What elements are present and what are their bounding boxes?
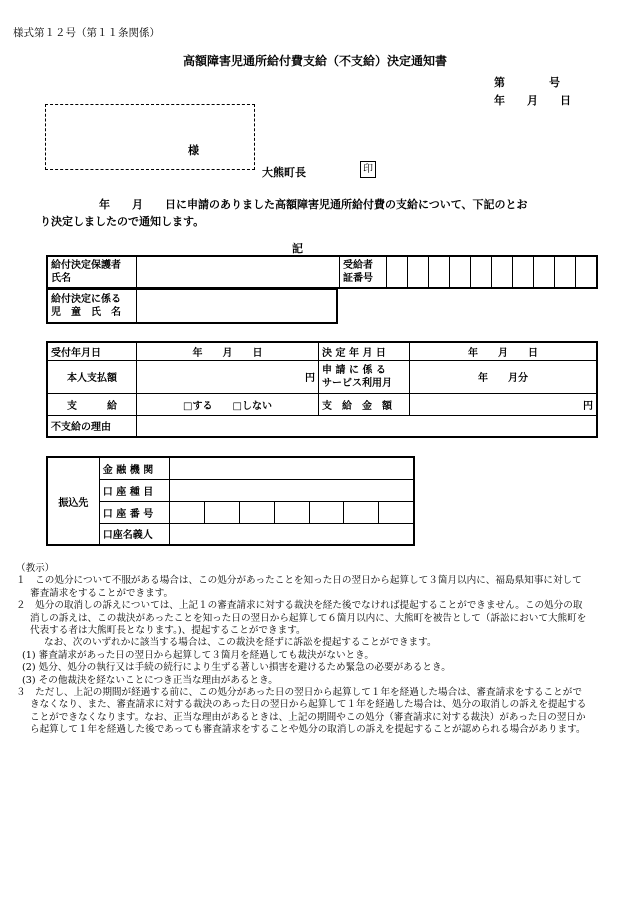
account-holder-field[interactable] xyxy=(170,523,414,545)
decision-table xyxy=(46,341,598,438)
page-title: 高額障害児通所給付費支給（不支給）決定通知書 xyxy=(182,54,447,68)
bank-table xyxy=(46,456,415,546)
payment-amount-value[interactable]: 円 xyxy=(410,393,598,415)
instruction-item-3: ３ ただし、上記の期間が経過する前に、この処分があった日の翌日から起算して１年を経過した場合は、審査請求をすることができなくなり、また、審査請求に対する裁決のあった日の翌日から起算して１年を経過した場合は、処分の取消しの訴えを提起することができなくなります。なお、正当な理由があるときは、上記の期間やこの処分（審査請求に対する裁決）があった日の翌日から起算して１年を経過した後であっても審査請求をすることや処分の取消しの訴えを提起することが認められる場合があります。 xyxy=(16,687,587,736)
account-type-label: 口 座 種 目 xyxy=(99,479,170,501)
seal-mark: 印 xyxy=(360,161,376,178)
instruction-sub-3: (3) その他裁決を経ないことにつき正当な理由があるとき。 xyxy=(22,674,278,686)
account-digit[interactable] xyxy=(205,501,240,523)
account-type-field[interactable] xyxy=(170,479,414,501)
decision-date-value[interactable]: 年 月 日 xyxy=(410,342,598,360)
transfer-destination-label: 振込先 xyxy=(47,457,99,545)
account-digit[interactable] xyxy=(344,501,379,523)
service-month-value[interactable]: 年 月分 xyxy=(410,360,598,393)
form-label: 様式第１２号（第１１条関係） xyxy=(13,27,160,39)
instructions xyxy=(16,563,590,737)
instructions-heading: （教示） xyxy=(16,563,55,574)
account-holder-label: 口座名義人 xyxy=(99,523,170,545)
intro-line-2: り決定しましたので通知します。 xyxy=(40,215,205,228)
certificate-digit[interactable] xyxy=(471,256,492,288)
bank-label: 金 融 機 関 xyxy=(99,457,170,479)
child-name-label: 給付決定に係る 児 童 氏 名 xyxy=(47,290,137,323)
intro-line-1: 年 月 日に申請のありました高額障害児通所給付費の支給について、下記のとお xyxy=(99,198,528,211)
addressee-suffix: 様 xyxy=(188,144,199,157)
guardian-name-label: 給付決定保護者 氏名 xyxy=(47,256,137,288)
payment-options[interactable]: □する □しない xyxy=(137,393,319,415)
instruction-sub-1: (1) 審査請求があった日の翌日から起算して３箇月を経過しても裁決がないとき。 xyxy=(22,649,374,661)
certificate-digit[interactable] xyxy=(576,256,598,288)
account-digit[interactable] xyxy=(379,501,414,523)
certificate-digit[interactable] xyxy=(450,256,471,288)
child-table xyxy=(46,289,338,324)
service-month-label: 申 請 に 係 る サービス利用月 xyxy=(319,360,410,393)
addressee-box xyxy=(45,104,255,170)
child-name-field[interactable] xyxy=(137,290,338,323)
certificate-digit[interactable] xyxy=(534,256,555,288)
instruction-item-2-note: なお、次のいずれかに該当する場合は、この裁決を経ずに訴訟を提起することができます。 xyxy=(44,637,437,649)
self-pay-label: 本人支払額 xyxy=(47,360,137,393)
certificate-digit[interactable] xyxy=(429,256,450,288)
certificate-digit[interactable] xyxy=(492,256,513,288)
issuer-name: 大熊町長 xyxy=(262,166,306,179)
payment-label: 支 給 xyxy=(47,393,137,415)
document-number: 第 号 xyxy=(494,76,560,89)
nonpay-reason-label: 不支給の理由 xyxy=(47,415,137,437)
certificate-digit[interactable] xyxy=(387,256,408,288)
account-digit[interactable] xyxy=(239,501,274,523)
decision-date-label: 決 定 年 月 日 xyxy=(319,342,410,360)
instruction-item-2: ２ 処分の取消しの訴えについては、上記１の審査請求に対する裁決を経た後でなければ提起することができません。この処分の取消しの訴えは、この裁決があったことを知った日の翌日から起算して６箇月以内に、大熊町を被告として（訴訟において大熊町を代表する者は大熊町長となります。)、提起することができます。 xyxy=(16,600,587,637)
account-number-label: 口 座 番 号 xyxy=(99,501,170,523)
payment-amount-label: 支 給 金 額 xyxy=(319,393,410,415)
self-pay-value[interactable]: 円 xyxy=(137,360,319,393)
receipt-date-value[interactable]: 年 月 日 xyxy=(137,342,319,360)
recipient-table xyxy=(46,255,598,289)
account-digit[interactable] xyxy=(170,501,205,523)
issue-date: 年 月 日 xyxy=(494,94,571,107)
bank-field[interactable] xyxy=(170,457,414,479)
guardian-name-field[interactable] xyxy=(137,256,340,288)
instruction-sub-2: (2) 処分、処分の執行又は手続の続行により生ずる著しい損害を避けるため緊急の必要があるとき。 xyxy=(22,662,451,674)
certificate-digit[interactable] xyxy=(555,256,576,288)
instruction-item-1: １ この処分について不服がある場合は、この処分があったことを知った日の翌日から起算して３箇月以内に、福島県知事に対して審査請求をすることができます。 xyxy=(16,575,582,599)
certificate-digit[interactable] xyxy=(513,256,534,288)
certificate-number-label: 受給者 証番号 xyxy=(340,256,387,288)
nonpay-reason-field[interactable] xyxy=(137,415,598,437)
account-digit[interactable] xyxy=(309,501,344,523)
ki-heading: 記 xyxy=(292,242,303,255)
receipt-date-label: 受付年月日 xyxy=(47,342,137,360)
account-digit[interactable] xyxy=(274,501,309,523)
certificate-digit[interactable] xyxy=(408,256,429,288)
